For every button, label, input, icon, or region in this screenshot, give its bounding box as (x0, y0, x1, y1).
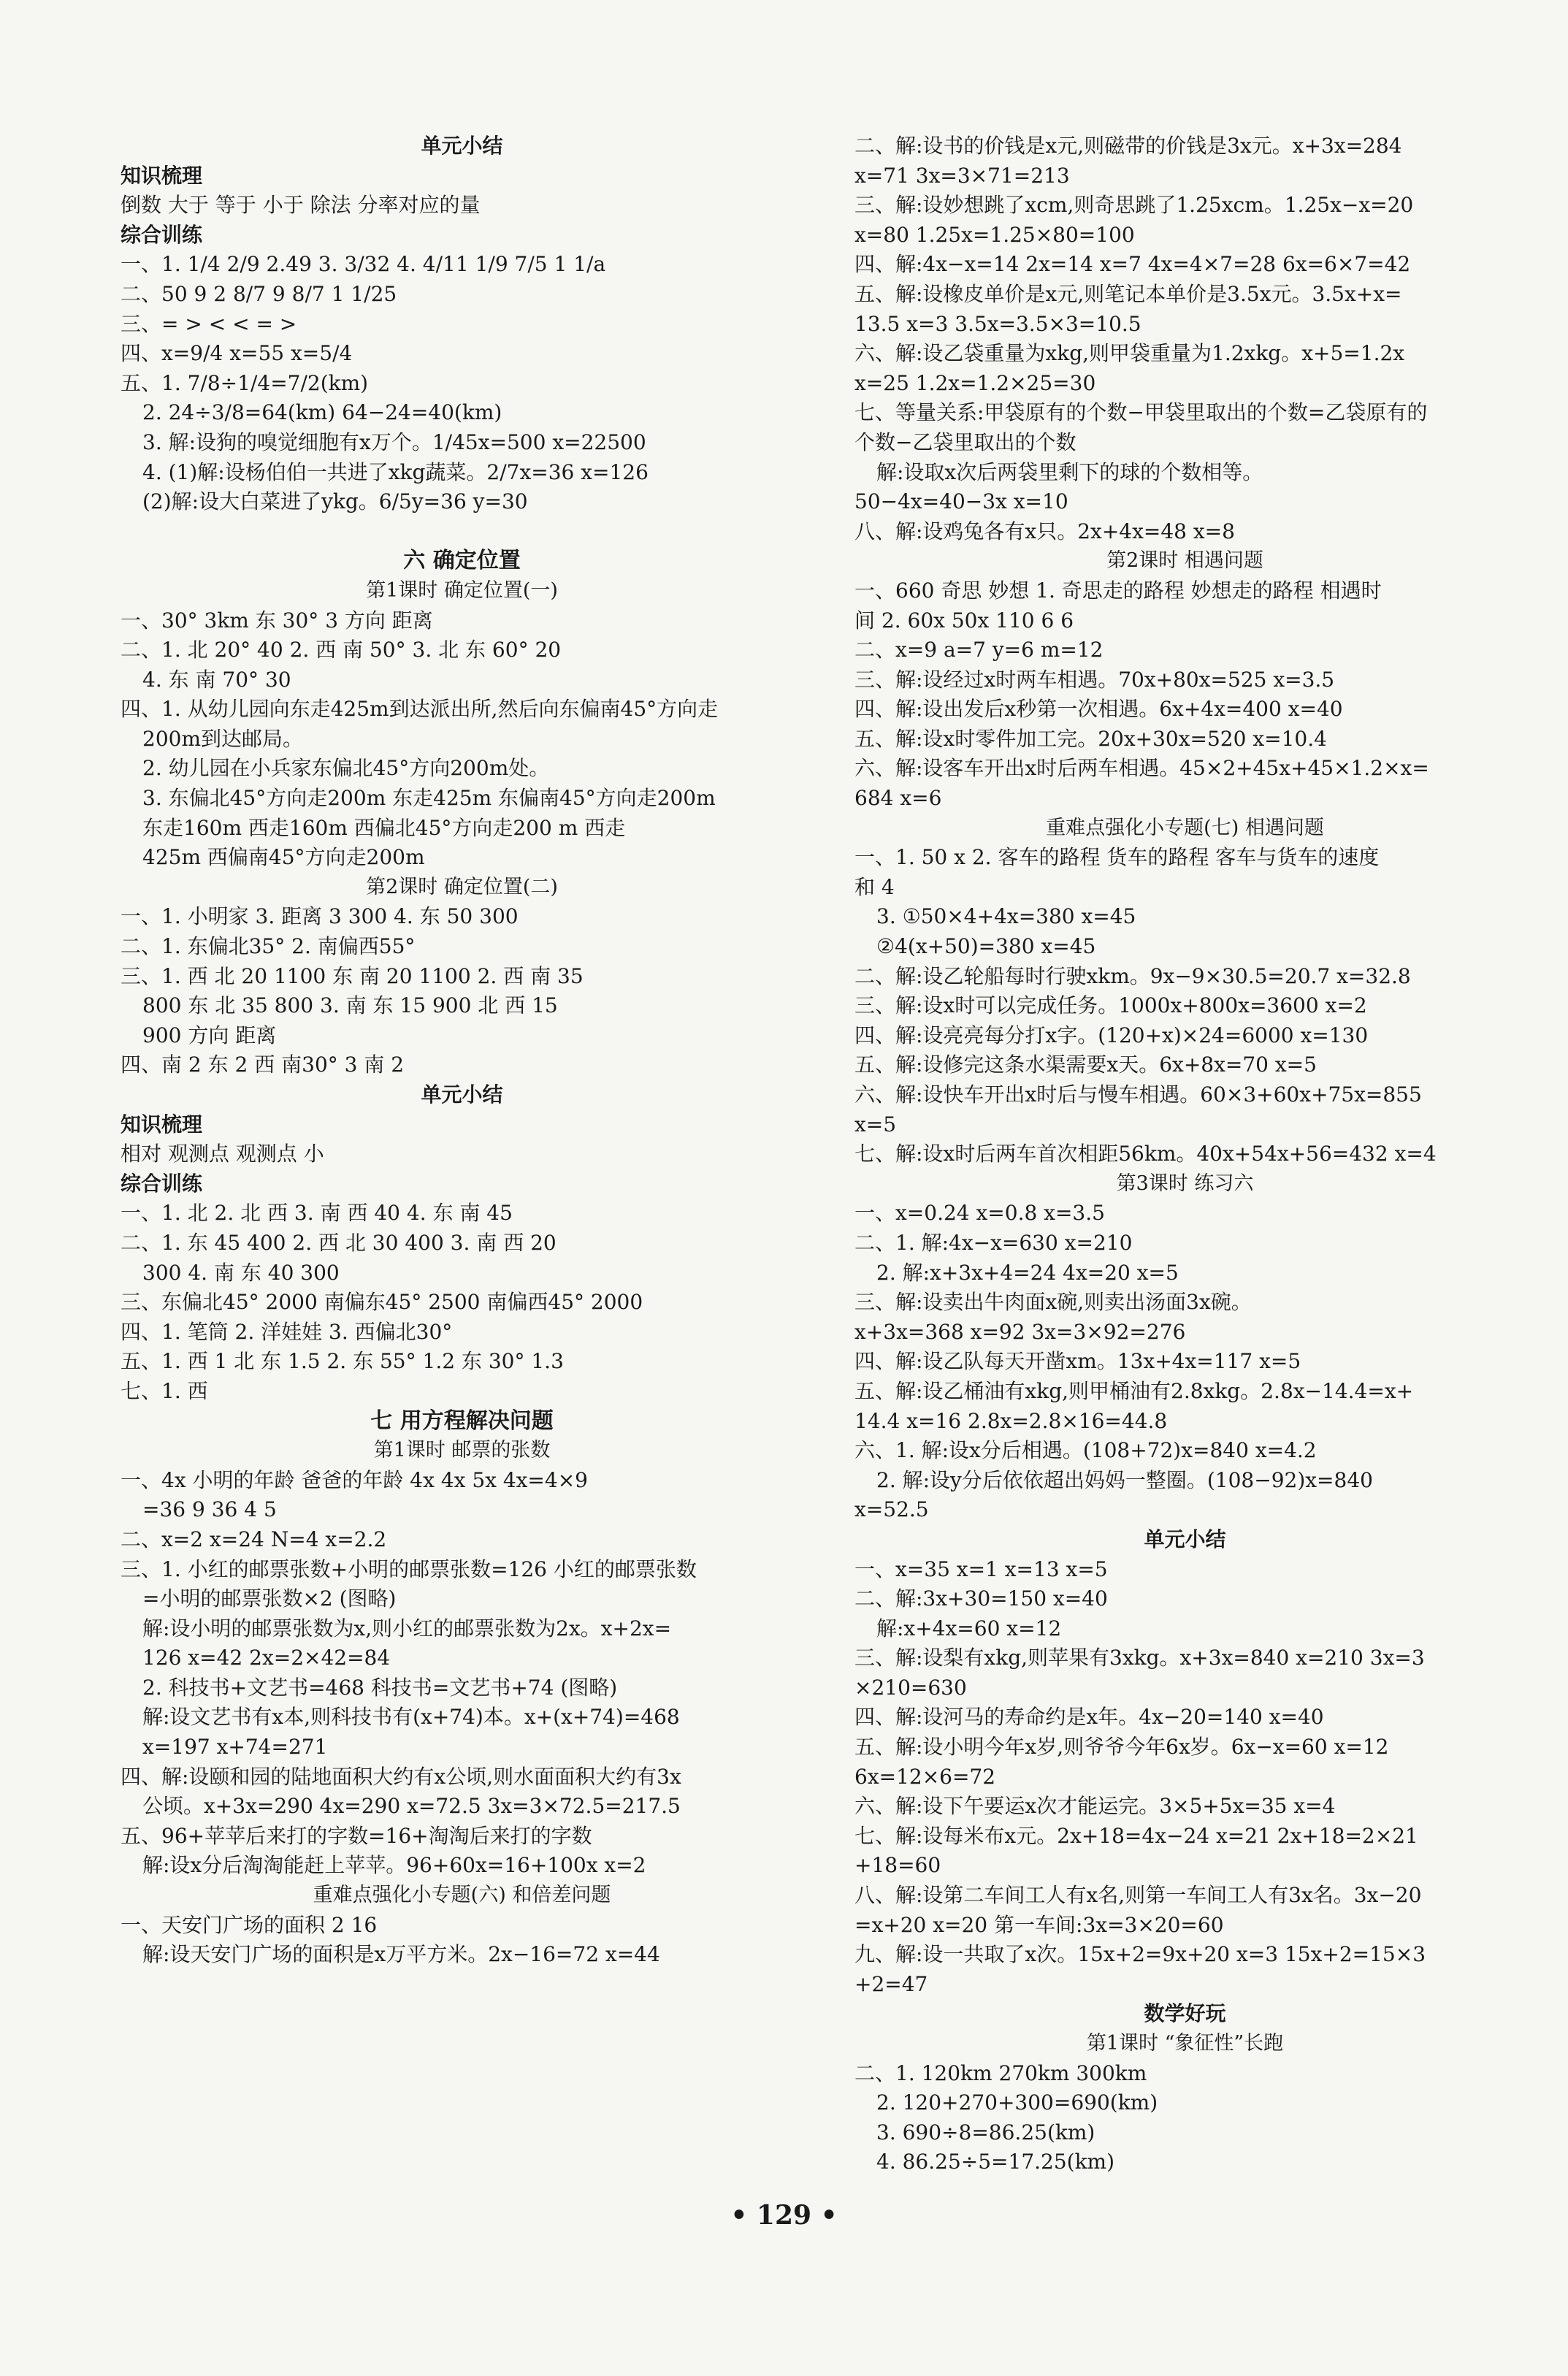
left-column-line: 综合训练 (121, 1171, 203, 1196)
right-column-line: 三、解:设卖出牛肉面x碗,则卖出汤面3x碗。 (854, 1290, 1252, 1315)
right-column-line: 2. 解:设y分后依依超出妈妈一整圈。(108−92)x=840 (876, 1467, 1373, 1492)
right-column-line: 个数−乙袋里取出的个数 (854, 429, 1076, 454)
left-column-line: 第1课时 确定位置(一) (366, 578, 558, 602)
right-column-line: x+3x=368 x=92 3x=3×92=276 (854, 1319, 1186, 1344)
right-column-line: 间 2. 60x 50x 110 6 6 (854, 608, 1074, 633)
right-column-line: 五、解:设橡皮单价是x元,则笔记本单价是3.5x元。3.5x+x= (854, 281, 1402, 306)
right-column-line: 四、解:设乙队每天开凿xm。13x+4x=117 x=5 (854, 1349, 1301, 1374)
right-column-line: 二、解:设乙轮船每时行驶xkm。9x−9×30.5=20.7 x=32.8 (854, 963, 1411, 988)
right-column-line: 14.4 x=16 2.8x=2.8×16=44.8 (854, 1408, 1168, 1433)
right-column-line: 六、解:设客车开出x时后两车相遇。45×2+45x+45×1.2×x= (854, 756, 1429, 781)
right-column-line: 五、解:设x时零件加工完。20x+30x=520 x=10.4 (854, 726, 1327, 751)
right-column-line: 三、解:设x时可以完成任务。1000x+800x=3600 x=2 (854, 993, 1367, 1018)
left-column-line: 知识梳理 (121, 163, 203, 188)
left-column (121, 131, 803, 1970)
right-column-line: 二、1. 120km 270km 300km (854, 2060, 1147, 2085)
left-column-line: 三、东偏北45° 2000 南偏东45° 2500 南偏西45° 2000 (121, 1290, 643, 1315)
right-column-line: 解:x+4x=60 x=12 (876, 1616, 1062, 1640)
left-column-line: 第1课时 邮票的张数 (373, 1439, 551, 1462)
left-column-line: 3. 东偏北45°方向走200m 东走425m 东偏南45°方向走200m (142, 786, 716, 811)
left-column-line: 126 x=42 2x=2×42=84 (142, 1646, 391, 1670)
right-column-line: 第3课时 练习六 (1116, 1172, 1254, 1195)
right-column-line: ②4(x+50)=380 x=45 (876, 934, 1096, 959)
right-column-line: 五、解:设小明今年x岁,则爷爷今年6x岁。6x−x=60 x=12 (854, 1735, 1389, 1760)
left-column-line: 四、1. 从幼儿园向东走425m到达派出所,然后向东偏南45°方向走 (121, 697, 719, 722)
left-column-line: 综合训练 (121, 222, 203, 247)
right-column-line: 七、解:设x时后两车首次相距56km。40x+54x+56=432 x=4 (854, 1142, 1437, 1166)
right-column-line: x=80 1.25x=1.25×80=100 (854, 222, 1135, 247)
left-column-line: 二、1. 东 45 400 2. 西 北 30 400 3. 南 西 20 (121, 1230, 557, 1255)
right-column-line: x=71 3x=3×71=213 (854, 163, 1070, 188)
left-column-line: 四、解:设颐和园的陆地面积大约有x公顷,则水面面积大约有3x (121, 1764, 681, 1789)
left-column-line: 四、x=9/4 x=55 x=5/4 (121, 341, 353, 366)
left-column-line: 知识梳理 (121, 1112, 203, 1137)
left-column-line: 五、1. 西 1 北 东 1.5 2. 东 55° 1.2 东 30° 1.3 (121, 1349, 564, 1374)
left-column-line: 二、x=2 x=24 N=4 x=2.2 (121, 1527, 387, 1551)
page-number: • 129 • (730, 2200, 838, 2231)
right-column-line: 四、解:设出发后x秒第一次相遇。6x+4x=400 x=40 (854, 697, 1343, 722)
right-column-line: 13.5 x=3 3.5x=3.5×3=10.5 (854, 311, 1141, 336)
right-column-line: 2. 解:x+3x+4=24 4x=20 x=5 (876, 1260, 1179, 1285)
right-column-line: +18=60 (854, 1853, 941, 1878)
left-column-line (121, 517, 803, 547)
right-column-line: 解:设取x次后两袋里剩下的球的个数相等。 (876, 459, 1263, 484)
right-column-line: 50−4x=40−3x x=10 (854, 489, 1068, 514)
right-column-line: 3. ①50×4+4x=380 x=45 (876, 904, 1136, 929)
right-column-line: 一、1. 50 x 2. 客车的路程 货车的路程 客车与货车的速度 (854, 845, 1380, 870)
right-column-line: 五、解:设修完这条水渠需要x天。6x+8x=70 x=5 (854, 1053, 1317, 1077)
right-column-line: x=5 (854, 1112, 897, 1137)
left-column-line: 三、1. 小红的邮票张数+小明的邮票张数=126 小红的邮票张数 (121, 1556, 697, 1581)
left-column-line: 一、1. 1/4 2/9 2.49 3. 3/32 4. 4/11 1/9 7/5 1 1/a (121, 252, 606, 277)
left-column-line: 4. 东 南 70° 30 (142, 667, 291, 692)
left-column-line: 三、1. 西 北 20 1100 东 南 20 1100 2. 西 南 35 (121, 963, 584, 988)
right-column-line: 三、解:设梨有xkg,则苹果有3xkg。x+3x=840 x=210 3x=3 (854, 1646, 1425, 1670)
right-column-line: 二、解:3x+30=150 x=40 (854, 1586, 1108, 1611)
left-column-line: 第2课时 确定位置(二) (366, 875, 558, 898)
right-column-line: 一、660 奇思 妙想 1. 奇思走的路程 妙想走的路程 相遇时 (854, 578, 1382, 603)
right-column-line: 第1课时 “象征性”长跑 (1086, 2032, 1284, 2055)
left-column-line: 2. 24÷3/8=64(km) 64−24=40(km) (142, 400, 502, 425)
left-column-line: 一、1. 小明家 3. 距离 3 300 4. 东 50 300 (121, 904, 519, 929)
left-column-line: 900 方向 距离 (142, 1023, 277, 1047)
right-column-line: 6x=12×6=72 (854, 1764, 996, 1789)
left-column-line: 二、1. 东偏北35° 2. 南偏西55° (121, 934, 416, 959)
right-column-line: 四、解:4x−x=14 2x=14 x=7 4x=4×7=28 6x=6×7=42 (854, 252, 1411, 277)
right-column-line: 4. 86.25÷5=17.25(km) (876, 2150, 1115, 2174)
right-column-line: =x+20 x=20 第一车间:3x=3×20=60 (854, 1912, 1224, 1937)
left-column-line: 二、50 9 2 8/7 9 8/7 1 1/25 (121, 281, 397, 306)
left-column-line: 800 东 北 35 800 3. 南 东 15 900 北 西 15 (142, 993, 558, 1018)
right-column-line: 和 4 (854, 874, 895, 899)
right-column-line: 九、解:设一共取了x次。15x+2=9x+20 x=3 15x+2=15×3 (854, 1942, 1426, 1967)
left-column-line: 三、= > < < = > (121, 311, 297, 336)
left-column-line: 重难点强化小专题(六) 和倍差问题 (313, 1884, 611, 1907)
right-column-line: 二、解:设书的价钱是x元,则磁带的价钱是3x元。x+3x=284 (854, 134, 1402, 158)
right-column-line: 四、解:设河马的寿命约是x年。4x−20=140 x=40 (854, 1705, 1324, 1730)
right-column-line: x=52.5 (854, 1497, 929, 1522)
right-column-line: 六、1. 解:设x分后相遇。(108+72)x=840 x=4.2 (854, 1438, 1317, 1463)
left-column-line: 4. (1)解:设杨伯伯一共进了xkg蔬菜。2/7x=36 x=126 (142, 459, 649, 484)
left-column-line: 3. 解:设狗的嗅觉细胞有x万个。1/45x=500 x=22500 (142, 429, 646, 454)
left-column-line: 解:设小明的邮票张数为x,则小红的邮票张数为2x。x+2x= (142, 1616, 672, 1640)
left-column-line: (2)解:设大白菜进了ykg。6/5y=36 y=30 (142, 489, 528, 514)
right-column-line: 重难点强化小专题(七) 相遇问题 (1046, 816, 1324, 839)
left-column-line: 公顷。x+3x=290 4x=290 x=72.5 3x=3×72.5=217.5 (142, 1794, 681, 1819)
left-column-line: x=197 x+74=271 (142, 1735, 328, 1760)
right-column-line: 三、解:设经过x时两车相遇。70x+80x=525 x=3.5 (854, 667, 1335, 692)
left-column-line: 五、96+苹苹后来打的字数=16+淘淘后来打的字数 (121, 1823, 592, 1848)
left-column-line: 东走160m 西走160m 西偏北45°方向走200 m 西走 (142, 815, 626, 840)
left-column-line: 七 用方程解决问题 (370, 1407, 554, 1434)
left-column-line: =小明的邮票张数×2 (图略) (142, 1586, 397, 1611)
left-column-line: 425m 西偏南45°方向走200m (142, 845, 425, 870)
left-column-line: 六 确定位置 (403, 548, 521, 574)
left-column-line: 二、1. 北 20° 40 2. 西 南 50° 3. 北 东 60° 20 (121, 638, 562, 662)
right-column-line: 七、等量关系:甲袋原有的个数−甲袋里取出的个数=乙袋原有的 (854, 400, 1428, 425)
left-column-line: 相对 观测点 观测点 小 (121, 1142, 324, 1166)
right-column-line: 八、解:设鸡兔各有x只。2x+4x=48 x=8 (854, 519, 1235, 543)
left-column-line: 300 4. 南 东 40 300 (142, 1260, 340, 1285)
left-column-line: 2. 幼儿园在小兵家东偏北45°方向200m处。 (142, 756, 550, 781)
right-column-line: 数学好玩 (1144, 2001, 1226, 2026)
left-column-line: 五、1. 7/8÷1/4=7/2(km) (121, 370, 369, 395)
right-column-line: 3. 690÷8=86.25(km) (876, 2120, 1095, 2144)
left-column-line: 一、1. 北 2. 北 西 3. 南 西 40 4. 东 南 45 (121, 1201, 513, 1226)
right-column (854, 131, 1515, 2177)
left-column-line: 倒数 大于 等于 小于 除法 分率对应的量 (121, 193, 481, 218)
left-column-line: 七、1. 西 (121, 1378, 208, 1403)
right-column-line: 第2课时 相遇问题 (1106, 549, 1263, 573)
left-column-line: 单元小结 (421, 134, 503, 158)
left-column-line: 200m到达邮局。 (142, 726, 303, 751)
right-column-line: 二、1. 解:4x−x=630 x=210 (854, 1230, 1133, 1255)
right-column-line: 二、x=9 a=7 y=6 m=12 (854, 638, 1104, 662)
right-column-line: 2. 120+270+300=690(km) (876, 2090, 1158, 2115)
right-column-line: 六、解:设快车开出x时后与慢车相遇。60×3+60x+75x=855 (854, 1082, 1422, 1107)
right-column-line: 三、解:设妙想跳了xcm,则奇思跳了1.25xcm。1.25x−x=20 (854, 193, 1414, 218)
left-column-line: 2. 科技书+文艺书=468 科技书=文艺书+74 (图略) (142, 1675, 618, 1700)
left-column-line: 一、30° 3km 东 30° 3 方向 距离 (121, 608, 433, 633)
left-column-line: 单元小结 (421, 1082, 503, 1107)
left-column-line: 解:设文艺书有x本,则科技书有(x+74)本。x+(x+74)=468 (142, 1705, 680, 1730)
right-column-line: 六、解:设乙袋重量为xkg,则甲袋重量为1.2xkg。x+5=1.2x (854, 341, 1405, 366)
right-column-line: +2=47 (854, 1971, 928, 1996)
right-column-line: x=25 1.2x=1.2×25=30 (854, 370, 1096, 395)
right-column-line: 684 x=6 (854, 786, 942, 811)
right-column-line: 五、解:设乙桶油有xkg,则甲桶油有2.8xkg。2.8x−14.4=x+ (854, 1378, 1414, 1403)
left-column-line: 一、天安门广场的面积 2 16 (121, 1912, 378, 1937)
left-column-line: 四、1. 笔筒 2. 洋娃娃 3. 西偏北30° (121, 1319, 453, 1344)
left-column-line: 解:设x分后淘淘能赶上苹苹。96+60x=16+100x x=2 (142, 1853, 646, 1878)
right-column-line: 四、解:设亮亮每分打x字。(120+x)×24=6000 x=130 (854, 1023, 1369, 1047)
right-column-line: 单元小结 (1144, 1527, 1226, 1551)
left-column-line: 四、南 2 东 2 西 南30° 3 南 2 (121, 1053, 405, 1077)
right-column-line: 八、解:设第二车间工人有x名,则第一车间工人有3x名。3x−20 (854, 1883, 1422, 1908)
right-column-line: 一、x=35 x=1 x=13 x=5 (854, 1556, 1108, 1581)
left-column-line: =36 9 36 4 5 (142, 1497, 277, 1522)
right-column-line: 七、解:设每米布x元。2x+18=4x−24 x=21 2x+18=2×21 (854, 1823, 1418, 1848)
right-column-line: 一、x=0.24 x=0.8 x=3.5 (854, 1201, 1105, 1226)
left-column-line: 解:设天安门广场的面积是x万平方米。2x−16=72 x=44 (142, 1942, 660, 1967)
right-column-line: ×210=630 (854, 1675, 967, 1700)
right-column-line: 六、解:设下午要运x次才能运完。3×5+5x=35 x=4 (854, 1794, 1336, 1819)
left-column-line: 一、4x 小明的年龄 爸爸的年龄 4x 4x 5x 4x=4×9 (121, 1467, 588, 1492)
